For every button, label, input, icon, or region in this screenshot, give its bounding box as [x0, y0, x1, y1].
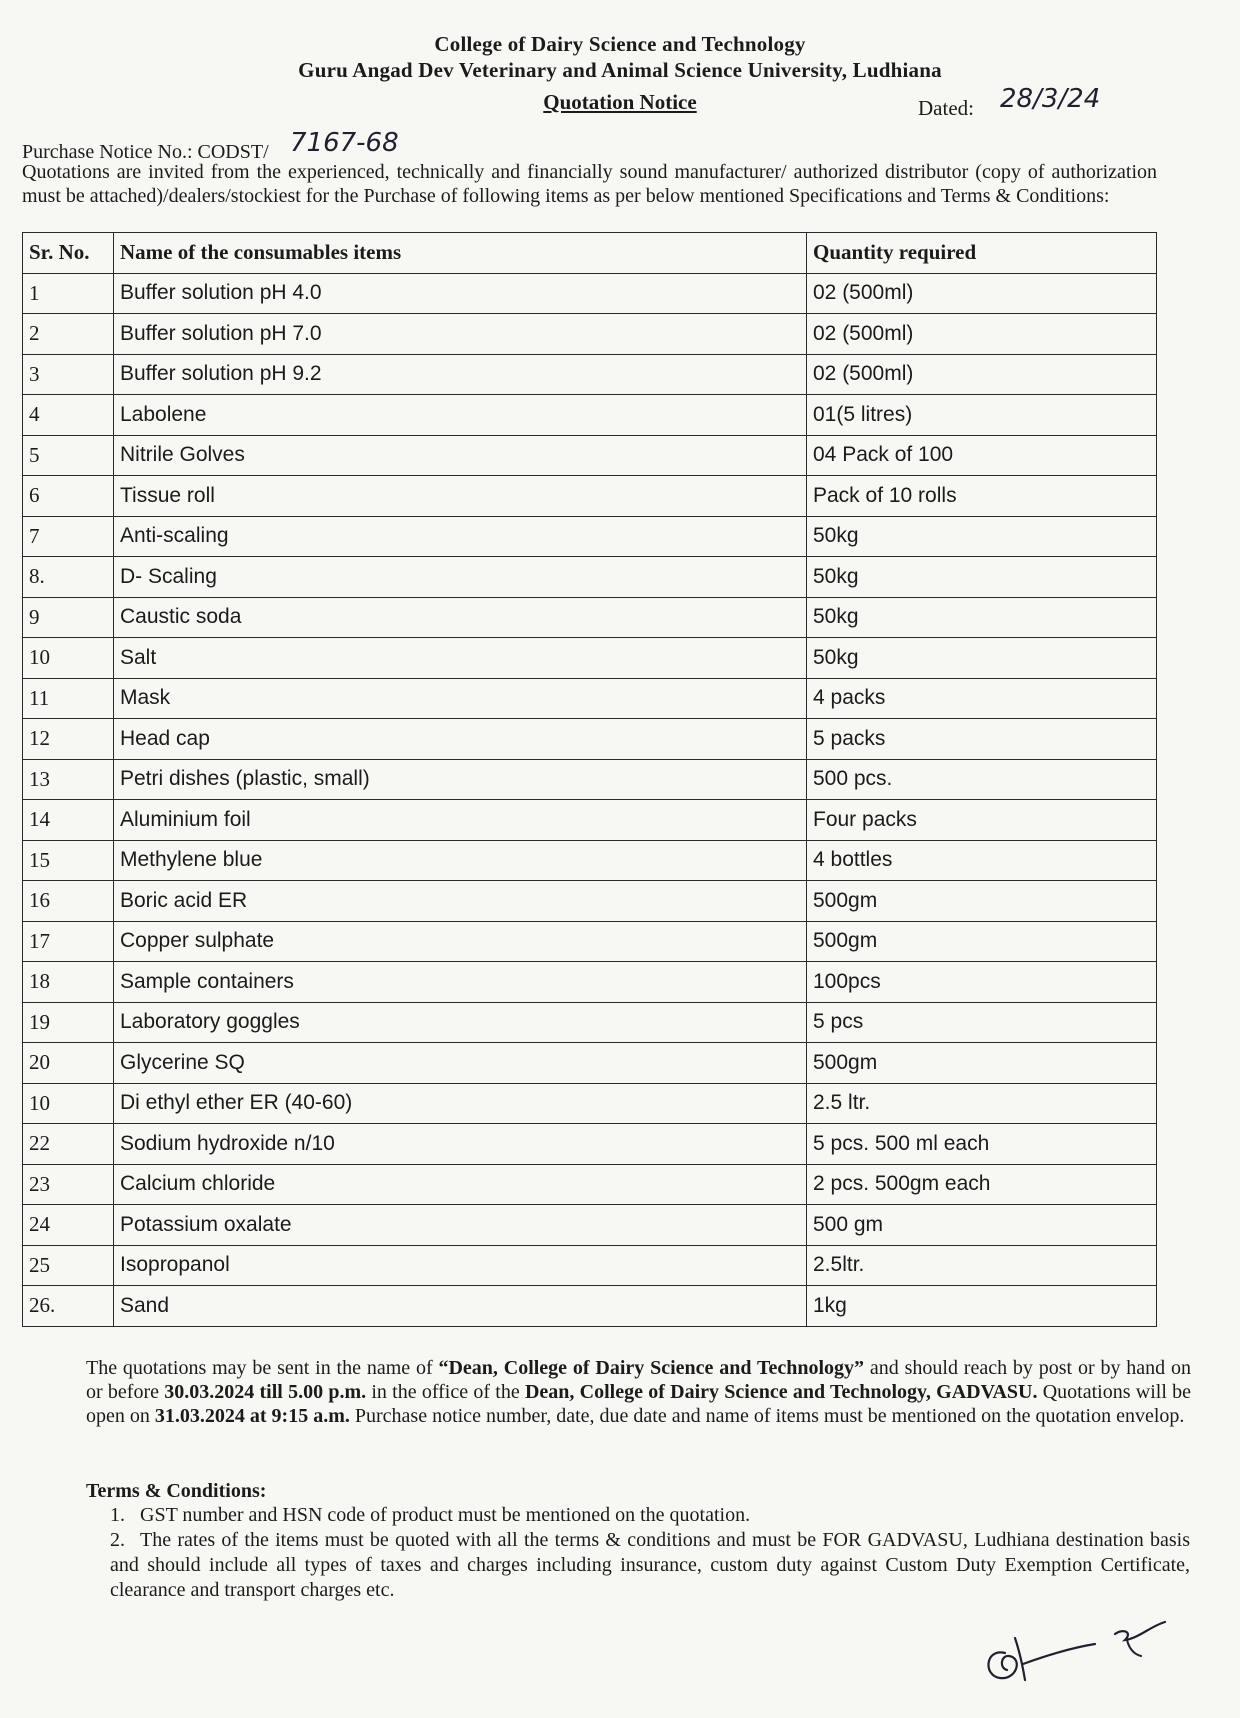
- row-item-name: Nitrile Golves: [114, 435, 807, 476]
- row-quantity: 5 pcs: [807, 1002, 1157, 1043]
- table-row: [23, 1043, 1157, 1084]
- row-sr-no: 1: [23, 273, 114, 314]
- row-sr-no: 4: [23, 395, 114, 436]
- row-item-name: Anti-scaling: [114, 516, 807, 557]
- row-item-name: Aluminium foil: [114, 800, 807, 841]
- row-quantity: 04 Pack of 100: [807, 435, 1157, 476]
- footer-office: Dean, College of Dairy Science and Technology, GADVASU.: [524, 1381, 1038, 1403]
- dated-label: Dated:: [918, 96, 974, 120]
- signature: [965, 1598, 1185, 1688]
- row-quantity: 02 (500ml): [807, 273, 1157, 314]
- row-sr-no: 24: [23, 1205, 114, 1246]
- footer-deadline: 30.03.2024 till 5.00 p.m.: [164, 1381, 367, 1403]
- row-quantity: 5 packs: [807, 719, 1157, 760]
- term-number: 1.: [110, 1504, 125, 1526]
- table-row: [23, 1002, 1157, 1043]
- row-quantity: 500gm: [807, 1043, 1157, 1084]
- dated-value-handwritten: 28/3/24: [1000, 84, 1101, 114]
- row-sr-no: 5: [23, 435, 114, 476]
- row-item-name: Mask: [114, 678, 807, 719]
- row-sr-no: 3: [23, 354, 114, 395]
- row-quantity: 500gm: [807, 881, 1157, 922]
- purchase-notice-handwritten-number: 7167-68: [290, 128, 399, 158]
- row-sr-no: 25: [23, 1245, 114, 1286]
- row-item-name: Buffer solution pH 4.0: [114, 273, 807, 314]
- table-row: [23, 273, 1157, 314]
- footer-text-4: Quotations will be open on: [86, 1381, 1191, 1427]
- row-item-name: Boric acid ER: [114, 881, 807, 922]
- submission-paragraph: [86, 1356, 1191, 1428]
- intro-paragraph: Quotations are invited from the experienced, technically and financially sound manufacturer/ authorized distributor (copy of authorization must be attached)/dealers/stockiest for the Purchase of following items as per below mentioned Specifications and Terms & Conditions:: [22, 161, 1157, 207]
- row-item-name: Sand: [114, 1286, 807, 1327]
- notice-title: Quotation Notice: [543, 90, 697, 114]
- row-quantity: 5 pcs. 500 ml each: [807, 1124, 1157, 1165]
- row-quantity: 50kg: [807, 557, 1157, 598]
- row-quantity: 500gm: [807, 921, 1157, 962]
- row-quantity: 500 pcs.: [807, 759, 1157, 800]
- row-sr-no: 19: [23, 1002, 114, 1043]
- table-row: [23, 435, 1157, 476]
- row-sr-no: 23: [23, 1164, 114, 1205]
- footer-text-1: The quotations may be sent in the name of: [86, 1357, 439, 1379]
- row-item-name: Methylene blue: [114, 840, 807, 881]
- items-table: [22, 232, 1157, 1327]
- row-item-name: D- Scaling: [114, 557, 807, 598]
- header-item-name: Name of the consumables items: [114, 233, 807, 274]
- table-row: [23, 678, 1157, 719]
- table-row: [23, 476, 1157, 517]
- table-row: [23, 557, 1157, 598]
- row-sr-no: 8.: [23, 557, 114, 598]
- row-sr-no: 13: [23, 759, 114, 800]
- row-item-name: Sample containers: [114, 962, 807, 1003]
- table-row: [23, 1124, 1157, 1165]
- row-quantity: 50kg: [807, 638, 1157, 679]
- row-quantity: 4 bottles: [807, 840, 1157, 881]
- row-sr-no: 7: [23, 516, 114, 557]
- table-header-row: [23, 233, 1157, 274]
- table-row: [23, 597, 1157, 638]
- table-row: [23, 759, 1157, 800]
- row-quantity: 02 (500ml): [807, 314, 1157, 355]
- footer-opening-date: 31.03.2024 at 9:15 a.m.: [154, 1405, 350, 1427]
- term-number: 2.: [110, 1529, 125, 1551]
- row-quantity: 01(5 litres): [807, 395, 1157, 436]
- table-row: [23, 840, 1157, 881]
- row-item-name: Isopropanol: [114, 1245, 807, 1286]
- term-item: [110, 1528, 1190, 1603]
- row-quantity: 2 pcs. 500gm each: [807, 1164, 1157, 1205]
- row-sr-no: 2: [23, 314, 114, 355]
- row-quantity: 02 (500ml): [807, 354, 1157, 395]
- university-name: Guru Angad Dev Veterinary and Animal Science University, Ludhiana: [298, 58, 942, 82]
- row-sr-no: 17: [23, 921, 114, 962]
- table-row: [23, 1286, 1157, 1327]
- header-sr-no: Sr. No.: [23, 233, 114, 274]
- table-row: [23, 395, 1157, 436]
- row-item-name: Di ethyl ether ER (40-60): [114, 1083, 807, 1124]
- table-row: [23, 719, 1157, 760]
- row-item-name: Sodium hydroxide n/10: [114, 1124, 807, 1165]
- row-quantity: 500 gm: [807, 1205, 1157, 1246]
- row-item-name: Glycerine SQ: [114, 1043, 807, 1084]
- row-sr-no: 14: [23, 800, 114, 841]
- term-item: [110, 1503, 1190, 1528]
- table-row: [23, 881, 1157, 922]
- footer-addressee: “Dean, College of Dairy Science and Technology”: [438, 1357, 865, 1379]
- row-quantity: 1kg: [807, 1286, 1157, 1327]
- row-quantity: Pack of 10 rolls: [807, 476, 1157, 517]
- row-quantity: 50kg: [807, 516, 1157, 557]
- row-item-name: Copper sulphate: [114, 921, 807, 962]
- row-item-name: Calcium chloride: [114, 1164, 807, 1205]
- row-sr-no: 11: [23, 678, 114, 719]
- row-quantity: 2.5ltr.: [807, 1245, 1157, 1286]
- row-sr-no: 26.: [23, 1286, 114, 1327]
- table-row: [23, 354, 1157, 395]
- table-row: [23, 921, 1157, 962]
- row-item-name: Head cap: [114, 719, 807, 760]
- row-item-name: Salt: [114, 638, 807, 679]
- row-sr-no: 18: [23, 962, 114, 1003]
- row-sr-no: 16: [23, 881, 114, 922]
- row-sr-no: 12: [23, 719, 114, 760]
- row-item-name: Tissue roll: [114, 476, 807, 517]
- row-sr-no: 10: [23, 1083, 114, 1124]
- row-item-name: Buffer solution pH 9.2: [114, 354, 807, 395]
- row-sr-no: 20: [23, 1043, 114, 1084]
- header-quantity: Quantity required: [807, 233, 1157, 274]
- purchase-notice-label: Purchase Notice No.: CODST/: [22, 141, 269, 163]
- table-row: [23, 800, 1157, 841]
- table-row: [23, 1083, 1157, 1124]
- table-row: [23, 638, 1157, 679]
- row-quantity: 50kg: [807, 597, 1157, 638]
- row-sr-no: 15: [23, 840, 114, 881]
- row-quantity: 4 packs: [807, 678, 1157, 719]
- footer-text-2: and should reach by post or by hand on or before: [86, 1357, 1192, 1403]
- row-sr-no: 9: [23, 597, 114, 638]
- table-row: [23, 962, 1157, 1003]
- footer-text-3: in the office of the: [366, 1381, 525, 1403]
- row-quantity: 2.5 ltr.: [807, 1083, 1157, 1124]
- table-row: [23, 1205, 1157, 1246]
- table-row: [23, 516, 1157, 557]
- table-row: [23, 1245, 1157, 1286]
- table-row: [23, 1164, 1157, 1205]
- row-item-name: Petri dishes (plastic, small): [114, 759, 807, 800]
- table-row: [23, 314, 1157, 355]
- term-text: GST number and HSN code of product must be mentioned on the quotation.: [140, 1504, 751, 1526]
- college-name: College of Dairy Science and Technology: [434, 32, 806, 56]
- row-item-name: Caustic soda: [114, 597, 807, 638]
- row-quantity: Four packs: [807, 800, 1157, 841]
- row-sr-no: 10: [23, 638, 114, 679]
- term-text: The rates of the items must be quoted with all the terms & conditions and must be FOR GADVASU, Ludhiana destination basis and should include all types of taxes and charges including insurance, custom duty against Custom Duty Exemption Certificate, clearance and transport charges etc.: [110, 1529, 1190, 1601]
- row-quantity: 100pcs: [807, 962, 1157, 1003]
- row-sr-no: 6: [23, 476, 114, 517]
- row-item-name: Buffer solution pH 7.0: [114, 314, 807, 355]
- row-item-name: Labolene: [114, 395, 807, 436]
- row-item-name: Potassium oxalate: [114, 1205, 807, 1246]
- footer-text-5: Purchase notice number, date, due date and name of items must be mentioned on the quotation envelop.: [349, 1405, 1185, 1427]
- row-item-name: Laboratory goggles: [114, 1002, 807, 1043]
- terms-heading: Terms & Conditions:: [86, 1480, 267, 1502]
- row-sr-no: 22: [23, 1124, 114, 1165]
